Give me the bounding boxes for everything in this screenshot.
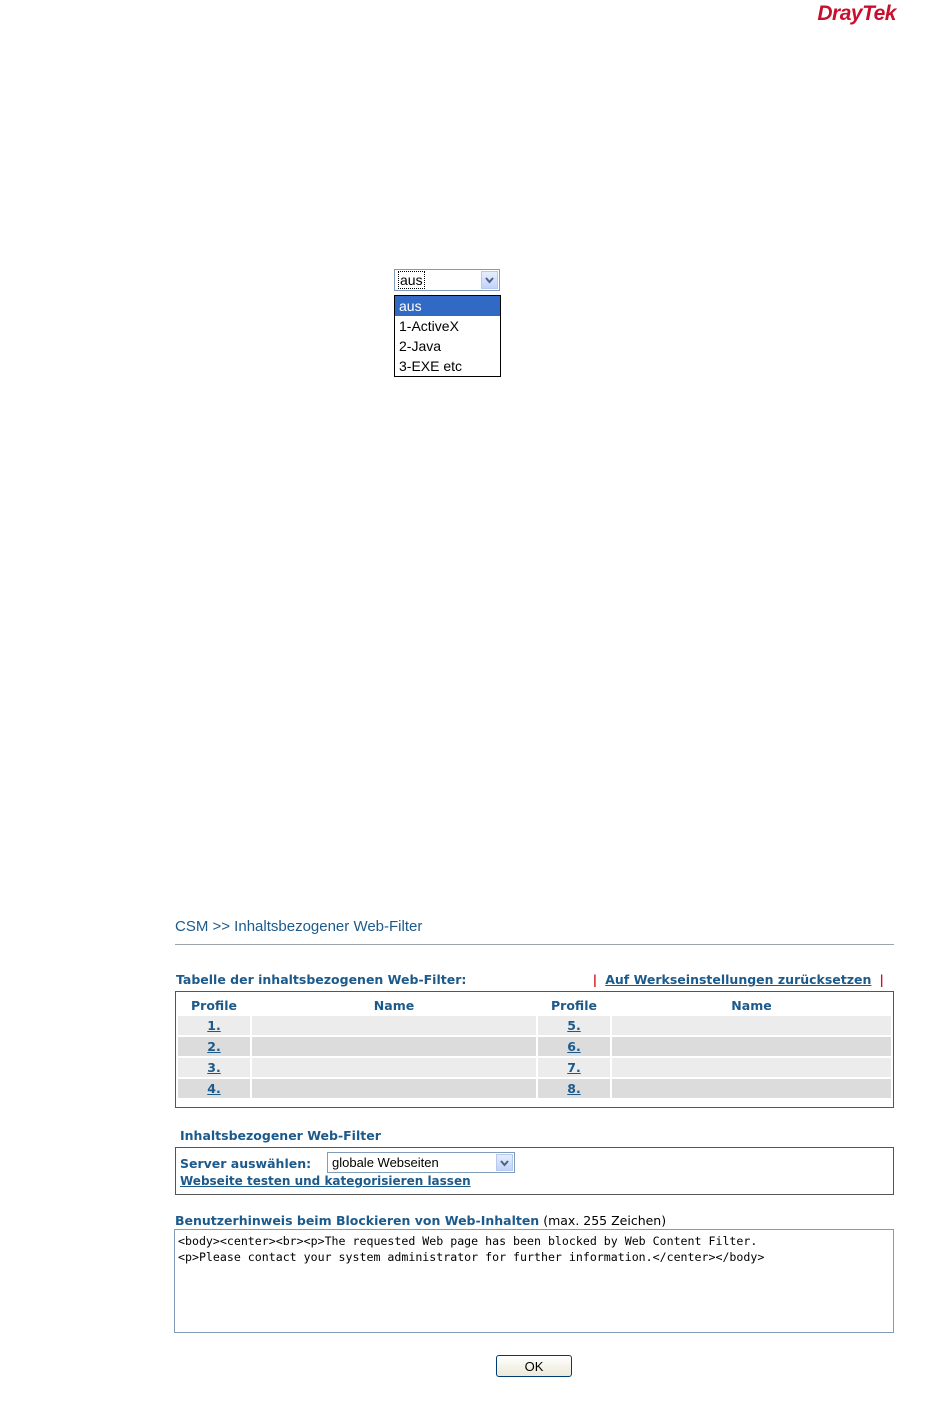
file-type-option[interactable]: 2-Java (399, 338, 442, 354)
column-header-profile: Profile (551, 997, 597, 1013)
column-header-name: Name (731, 997, 772, 1013)
file-type-option[interactable]: 3-EXE etc (399, 358, 463, 374)
profile-link-5[interactable]: 5. (567, 1018, 581, 1033)
profile-link-8[interactable]: 8. (567, 1081, 581, 1096)
table-row (178, 1037, 891, 1056)
chevron-down-icon[interactable] (496, 1154, 513, 1171)
file-type-select-value: aus (400, 272, 423, 288)
logo-text-tek: Tek (862, 2, 896, 25)
table-row (178, 1079, 891, 1098)
profile-link-2[interactable]: 2. (207, 1039, 221, 1054)
block-message-textarea[interactable]: <body><center><br><p>The requested Web page has been blocked by Web Content Filter. <p>Please contact your system administrator for further information.</center></body> (174, 1229, 894, 1333)
server-select-label: Server auswählen: (180, 1156, 312, 1171)
profile-table (175, 991, 894, 1108)
file-type-option[interactable]: 1-ActiveX (399, 318, 459, 334)
separator: | (879, 972, 884, 987)
column-header-name: Name (373, 997, 415, 1013)
chevron-down-icon[interactable] (481, 271, 498, 289)
profile-link-3[interactable]: 3. (207, 1060, 221, 1075)
ok-button[interactable]: OK (496, 1355, 572, 1377)
logo-text-dray: Dray (817, 2, 863, 25)
separator: | (592, 972, 598, 987)
profile-table-caption: Tabelle der inhaltsbezogenen Web-Filter: (176, 972, 467, 987)
profile-name-1 (252, 1016, 536, 1035)
reset-defaults-link[interactable]: Auf Werkseinstellungen zurücksetzen (605, 972, 872, 987)
test-website-link[interactable]: Webseite testen und kategorisieren lassen (180, 1174, 471, 1188)
page-title: CSM >> Inhaltsbezogener Web-Filter (175, 918, 423, 935)
profile-link-7[interactable]: 7. (567, 1060, 581, 1075)
profile-link-1[interactable]: 1. (207, 1018, 221, 1033)
profile-link-4[interactable]: 4. (207, 1081, 221, 1096)
file-type-select[interactable] (394, 269, 500, 291)
block-message-caption (175, 1213, 666, 1228)
profile-name-6 (612, 1037, 891, 1056)
char-limit-note: (max. 255 Zeichen) (543, 1213, 667, 1228)
file-type-option[interactable]: aus (395, 296, 500, 316)
column-header-profile: Profile (191, 997, 237, 1013)
profile-name-7 (612, 1058, 891, 1077)
title-divider (175, 944, 894, 945)
reset-area (585, 972, 892, 987)
web-filter-caption: Inhaltsbezogener Web-Filter (180, 1128, 381, 1143)
server-select-value: globale Webseiten (332, 1155, 439, 1170)
profile-name-3 (252, 1058, 536, 1077)
block-message-caption-title: Benutzerhinweis beim Blockieren von Web-Inhalten (175, 1213, 540, 1228)
profile-link-6[interactable]: 6. (567, 1039, 581, 1054)
profile-name-5 (612, 1016, 891, 1035)
profile-name-4 (252, 1079, 536, 1098)
server-select[interactable] (327, 1152, 515, 1173)
draytek-logo (817, 2, 896, 26)
table-row (178, 1058, 891, 1077)
web-filter-box (175, 1147, 894, 1195)
profile-name-8 (612, 1079, 891, 1098)
table-row (178, 1016, 891, 1035)
file-type-options-list (394, 295, 501, 377)
profile-name-2 (252, 1037, 536, 1056)
